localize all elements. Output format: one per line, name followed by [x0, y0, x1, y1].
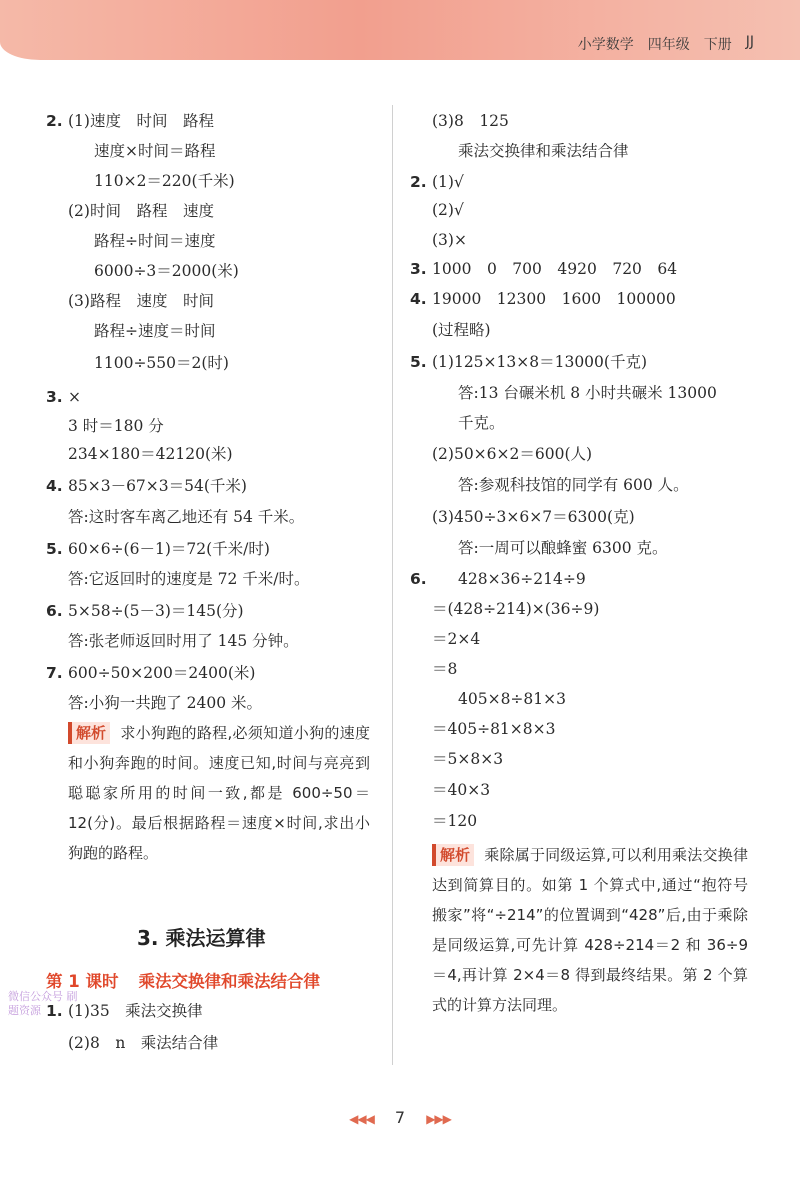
q3-line-2: 3 时＝180 分 [68, 417, 164, 435]
r6-line-8: ＝40×3 [432, 781, 491, 799]
l1-line-1: 1. (1)35 乘法交换律 [46, 1002, 203, 1020]
r5-line-4: (2)50×6×2＝600(人) [432, 445, 593, 463]
q2-line-7: (3)路程 速度 时间 [68, 292, 214, 310]
r5-line-3: 千克。 [458, 414, 505, 432]
r6-line-3: ＝2×4 [432, 630, 481, 648]
left-arrows-icon: ◀◀◀ [349, 1112, 374, 1126]
analysis-text: 求小狗跑的路程,必须知道小狗的速度和小狗奔跑的时间。速度已知,时间与亮亮到聪聪家所用的时间一致,都是 600÷50＝12(分)。最后根据路程＝速度×时间,求出小狗跑的路程。 [68, 724, 370, 862]
r2-line-3: (3)× [432, 231, 467, 249]
q2-line-6: 6000÷3＝2000(米) [94, 262, 239, 280]
left-analysis [68, 718, 370, 868]
analysis-text: 乘除属于同级运算,可以利用乘法交换律达到简算目的。如第 1 个算式中,通过“抱符号搬家”将“÷214”的位置调到“428”后,由于乘除是同级运算,可先计算 428÷214＝2 和 36÷9＝4,再计算 2×4＝8 得到最终结果。第 2 个算式的计算方法同理。 [432, 846, 748, 1014]
q2-line-3: 110×2＝220(千米) [94, 172, 235, 190]
r4-line-2: (过程略) [432, 321, 491, 339]
running-header [578, 34, 754, 54]
q2-line-4: (2)时间 路程 速度 [68, 202, 214, 220]
r5-line-1: 5. (1)125×13×8＝13000(千克) [410, 353, 648, 371]
l1-line-2: (2)8 n 乘法结合律 [68, 1034, 219, 1052]
q2-line-9: 1100÷550＝2(时) [94, 354, 229, 372]
r3-line-1: 3. 1000 0 700 4920 720 64 [410, 260, 678, 278]
q4-line-2: 答:这时客车离乙地还有 54 千米。 [68, 508, 305, 526]
header-subject: 小学数学 [577, 37, 634, 53]
analysis-tag: 解析 [432, 844, 474, 866]
r2-line-1: 2. (1)√ [410, 173, 464, 191]
r6-line-1: 6. 428×36÷214÷9 [410, 570, 586, 588]
q2-line-8: 路程÷速度＝时间 [94, 322, 216, 340]
r6-line-7: ＝5×8×3 [432, 750, 504, 768]
q2-line-2: 速度×时间＝路程 [94, 142, 216, 160]
q7-line-2: 答:小狗一共跑了 2400 米。 [68, 694, 263, 712]
watermark-text: 微信公众号 刷题资源 [8, 990, 78, 1017]
r6-line-4: ＝8 [432, 660, 458, 678]
header-grade: 四年级 [647, 37, 690, 53]
page-footer [0, 1108, 800, 1127]
q6-line-1: 6. 5×58÷(5－3)＝145(分) [46, 602, 244, 620]
q6-line-2: 答:张老师返回时用了 145 分钟。 [68, 632, 299, 650]
q3-line-1: 3. × [46, 388, 81, 406]
column-divider [392, 105, 393, 1065]
right-arrows-icon: ▶▶▶ [426, 1112, 451, 1126]
r4-line-1: 4. 19000 12300 1600 100000 [410, 290, 676, 308]
lesson-title [46, 968, 320, 992]
r5-line-6: (3)450÷3×6×7＝6300(克) [432, 508, 635, 526]
q2-line-1: 2. (1)速度 时间 路程 [46, 112, 214, 130]
r2-line-2: (2)√ [432, 201, 464, 219]
r6-line-6: ＝405÷81×8×3 [432, 720, 556, 738]
page-number: 7 [394, 1108, 406, 1127]
r6-line-9: ＝120 [432, 812, 478, 830]
r6-line-5: 405×8÷81×3 [458, 690, 566, 708]
header-edition: JJ [745, 34, 754, 50]
r1-line-2: 乘法交换律和乘法结合律 [458, 142, 629, 160]
r6-line-2: ＝(428÷214)×(36÷9) [432, 600, 600, 618]
lesson-name: 乘法交换律和乘法结合律 [138, 972, 320, 991]
right-analysis [432, 840, 748, 1020]
q3-line-3: 234×180＝42120(米) [68, 445, 233, 463]
section-title: 3. 乘法运算律 [137, 926, 266, 950]
lesson-label: 第 1 课时 [46, 972, 119, 991]
q7-line-1: 7. 600÷50×200＝2400(米) [46, 664, 256, 682]
r5-line-5: 答:参观科技馆的同学有 600 人。 [458, 476, 689, 494]
r1-line-1: (3)8 125 [432, 112, 509, 130]
r5-line-7: 答:一周可以酿蜂蜜 6300 克。 [458, 539, 668, 557]
q5-line-1: 5. 60×6÷(6－1)＝72(千米/时) [46, 540, 270, 558]
header-volume: 下册 [703, 37, 732, 53]
analysis-tag: 解析 [68, 722, 110, 744]
r5-line-2: 答:13 台碾米机 8 小时共碾米 13000 [458, 384, 717, 402]
q4-line-1: 4. 85×3－67×3＝54(千米) [46, 477, 247, 495]
q2-line-5: 路程÷时间＝速度 [94, 232, 216, 250]
q5-line-2: 答:它返回时的速度是 72 千米/时。 [68, 570, 310, 588]
